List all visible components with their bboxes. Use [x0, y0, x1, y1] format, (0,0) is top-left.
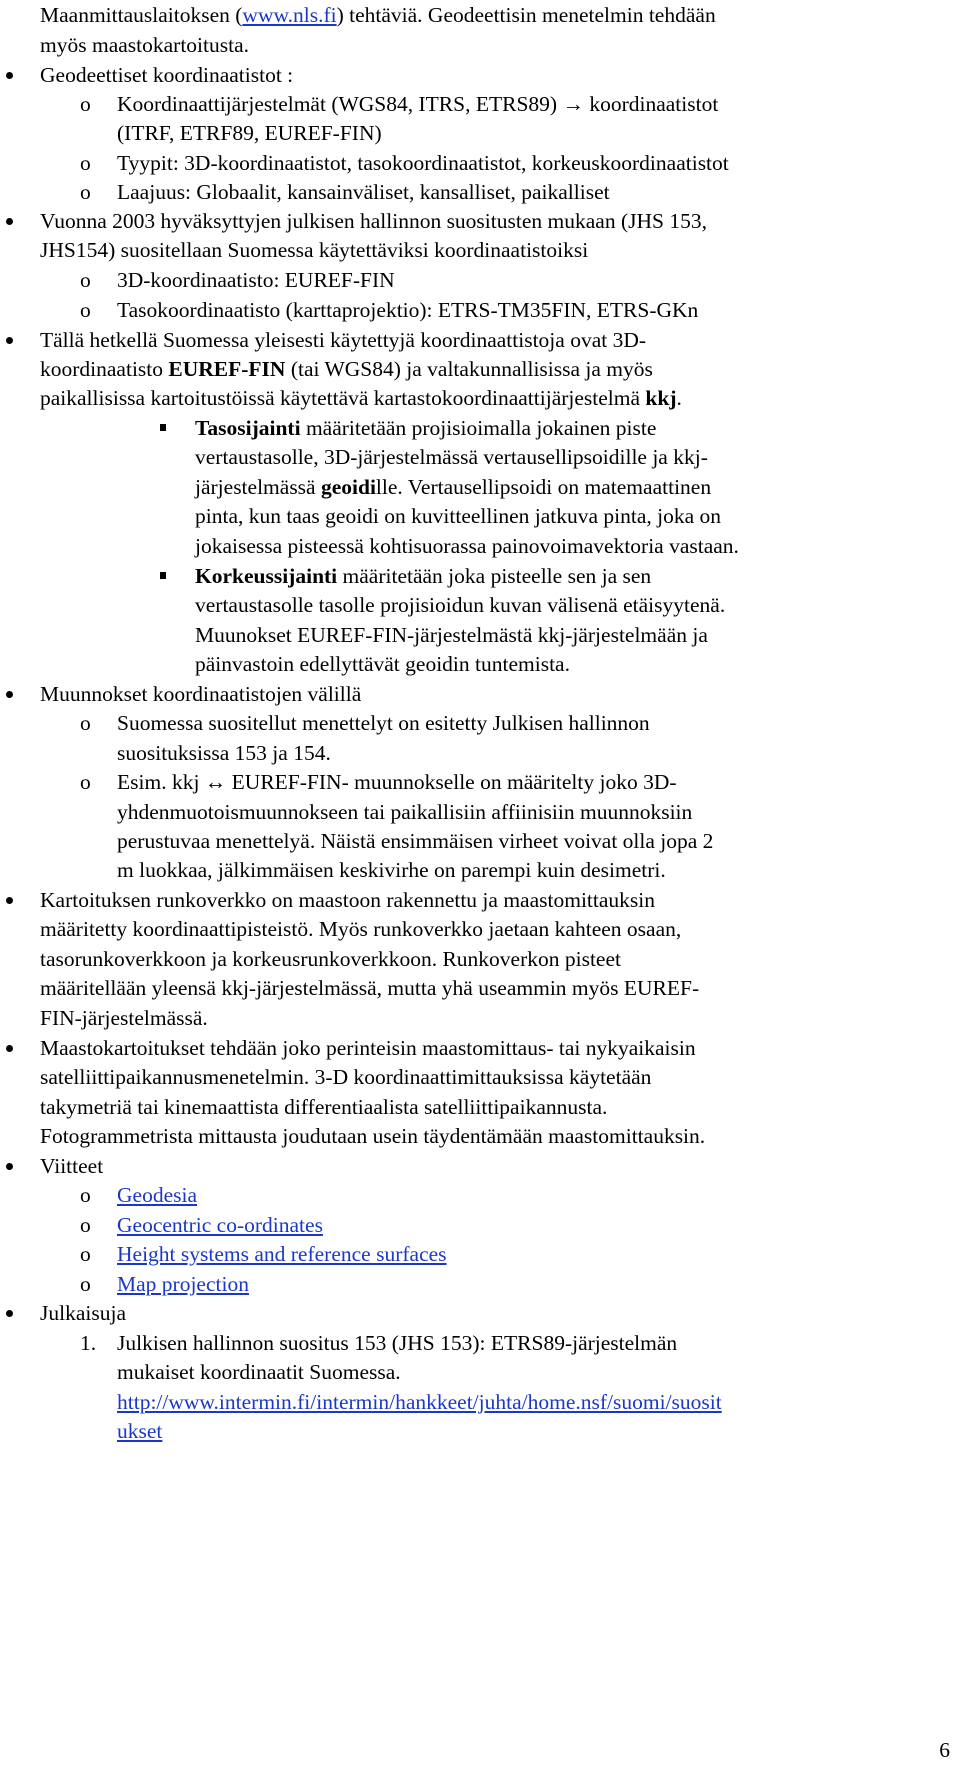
pub-url-line-1[interactable]: http://www.intermin.fi/intermin/hankkeet/juhta/home.nsf/suomi/suosit	[117, 1390, 722, 1414]
transforms-sub1-line1: Suomessa suositellut menettelyt on esitetty Julkisen hallinnon	[117, 711, 650, 735]
page-number: 6	[939, 1738, 950, 1762]
survey-line-3: takymetriä tai kinemaattista differentiaalista satelliittipaikannusta.	[40, 1095, 608, 1119]
bullet-icon	[6, 72, 13, 79]
transforms-sub2-line1: Esim. kkj ↔ EUREF-FIN- muunnokselle on määritelty joko 3D-	[117, 770, 677, 794]
transforms-sub1-line2: suosituksissa 153 ja 154.	[117, 741, 331, 765]
circle-bullet-icon: o	[80, 1242, 91, 1266]
plane-line-4: pinta, kun taas geoidi on kuvitteellinen jatkuva pinta, joka on	[195, 504, 722, 528]
intro-line-1: Maanmittauslaitoksen (www.nls.fi) tehtäviä. Geodeettisin menetelmin tehdään	[40, 3, 716, 27]
pub-line-2: mukaiset koordinaatit Suomessa.	[117, 1360, 401, 1384]
pub-url-line-2[interactable]: ukset	[117, 1419, 163, 1443]
plane-line-1: Tasosijainti määritetään projisioimalla jokainen piste	[195, 416, 657, 440]
circle-bullet-icon: o	[80, 180, 91, 204]
transforms-heading: Muunnokset koordinaatistojen välillä	[40, 682, 362, 706]
jhs-sub2: Tasokoordinaatisto (karttaprojektio): ETRS-TM35FIN, ETRS-GKn	[117, 298, 699, 322]
plane-line-2: vertaustasolle, 3D-järjestelmässä vertausellipsoidille ja kkj-	[195, 445, 708, 469]
intro-line-2: myös maastokartoitusta.	[40, 33, 249, 57]
bullet-icon	[6, 1045, 13, 1052]
pubs-heading: Julkaisuja	[40, 1301, 126, 1325]
network-line-5: FIN-järjestelmässä.	[40, 1006, 208, 1030]
bullet-icon	[6, 1310, 13, 1317]
nls-link[interactable]: www.nls.fi	[242, 3, 337, 27]
bullet-icon	[6, 218, 13, 225]
square-bullet-icon	[160, 424, 166, 431]
coord-systems-heading: Geodeettiset koordinaatistot :	[40, 63, 294, 87]
height-line-4: päinvastoin edellyttävät geoidin tuntemista.	[195, 652, 570, 676]
circle-bullet-icon: o	[80, 298, 91, 322]
transforms-sub2-line3: perustuvaa menettelyä. Näistä ensimmäisen virheet voivat olla jopa 2	[117, 829, 714, 853]
height-line-3: Muunokset EUREF-FIN-järjestelmästä kkj-järjestelmään ja	[195, 623, 708, 647]
height-line-1: Korkeussijainti määritetään joka pisteelle sen ja sen	[195, 564, 652, 588]
current-line-3: paikallisissa kartoitustöissä käytettävä kartastokoordinaattijärjestelmä kkj.	[40, 386, 682, 410]
coord-sub1-line1: Koordinaattijärjestelmät (WGS84, ITRS, ETRS89) → koordinaatistot	[117, 92, 719, 116]
circle-bullet-icon: o	[80, 151, 91, 175]
coord-sub3: Laajuus: Globaalit, kansainväliset, kansalliset, paikalliset	[117, 180, 610, 204]
survey-line-1: Maastokartoitukset tehdään joko perinteisin maastomittaus- tai nykyaikaisin	[40, 1036, 696, 1060]
network-line-1: Kartoituksen runkoverkko on maastoon rakennettu ja maastomittauksin	[40, 888, 655, 912]
bullet-icon	[6, 897, 13, 904]
plane-line-5: jokaisessa pisteessä kohtisuorassa painovoimavektoria vastaan.	[195, 534, 739, 558]
network-line-3: tasorunkoverkkoon ja korkeusrunkoverkkoon. Runkoverkon pisteet	[40, 947, 621, 971]
circle-bullet-icon: o	[80, 92, 91, 116]
ref-link-map-projection[interactable]: Map projection	[117, 1272, 249, 1296]
jhs-sub1: 3D-koordinaatisto: EUREF-FIN	[117, 268, 395, 292]
coord-sub1-line2: (ITRF, ETRF89, EUREF-FIN)	[117, 121, 382, 145]
jhs-line-1: Vuonna 2003 hyväksyttyjen julkisen hallinnon suositusten mukaan (JHS 153,	[40, 209, 707, 233]
circle-bullet-icon: o	[80, 1272, 91, 1296]
pub-line-1: Julkisen hallinnon suositus 153 (JHS 153): ETRS89-järjestelmän	[117, 1331, 678, 1355]
ref-link-height-systems[interactable]: Height systems and reference surfaces	[117, 1242, 447, 1266]
circle-bullet-icon: o	[80, 1183, 91, 1207]
circle-bullet-icon: o	[80, 770, 91, 794]
circle-bullet-icon: o	[80, 711, 91, 735]
ref-link-geocentric[interactable]: Geocentric co-ordinates	[117, 1213, 323, 1237]
plane-line-3: järjestelmässä geoidille. Vertausellipsoidi on matemaattinen	[195, 475, 712, 499]
transforms-sub2-line2: yhdenmuotoismuunnokseen tai paikallisiin affiinisiin muunnoksiin	[117, 800, 693, 824]
coord-sub2: Tyypit: 3D-koordinaatistot, tasokoordinaatistot, korkeuskoordinaatistot	[117, 151, 729, 175]
current-line-2: koordinaatisto EUREF-FIN (tai WGS84) ja valtakunnallisissa ja myös	[40, 357, 653, 381]
pub-number: 1.	[80, 1331, 97, 1355]
bullet-icon	[6, 337, 13, 344]
transforms-sub2-line4: m luokkaa, jälkimmäisen keskivirhe on parempi kuin desimetri.	[117, 858, 666, 882]
network-line-4: määritellään yleensä kkj-järjestelmässä, mutta yhä useammin myös EUREF-	[40, 976, 700, 1000]
height-line-2: vertaustasolle tasolle projisioidun kuvan välisenä etäisyytenä.	[195, 593, 726, 617]
bullet-icon	[6, 1163, 13, 1170]
circle-bullet-icon: o	[80, 268, 91, 292]
network-line-2: määritetty koordinaattipisteistö. Myös runkoverkko jaetaan kahteen osaan,	[40, 917, 682, 941]
jhs-line-2: JHS154) suositellaan Suomessa käytettäviksi koordinaatistoiksi	[40, 238, 589, 262]
square-bullet-icon	[160, 572, 166, 579]
survey-line-2: satelliittipaikannusmenetelmin. 3-D koordinaattimittauksissa käytetään	[40, 1065, 652, 1089]
survey-line-4: Fotogrammetrista mittausta joudutaan usein täydentämään maastomittauksin.	[40, 1124, 706, 1148]
current-line-1: Tällä hetkellä Suomessa yleisesti käytettyjä koordinaattistoja ovat 3D-	[40, 328, 647, 352]
circle-bullet-icon: o	[80, 1213, 91, 1237]
ref-link-geodesia[interactable]: Geodesia	[117, 1183, 197, 1207]
bullet-icon	[6, 691, 13, 698]
refs-heading: Viitteet	[40, 1154, 104, 1178]
